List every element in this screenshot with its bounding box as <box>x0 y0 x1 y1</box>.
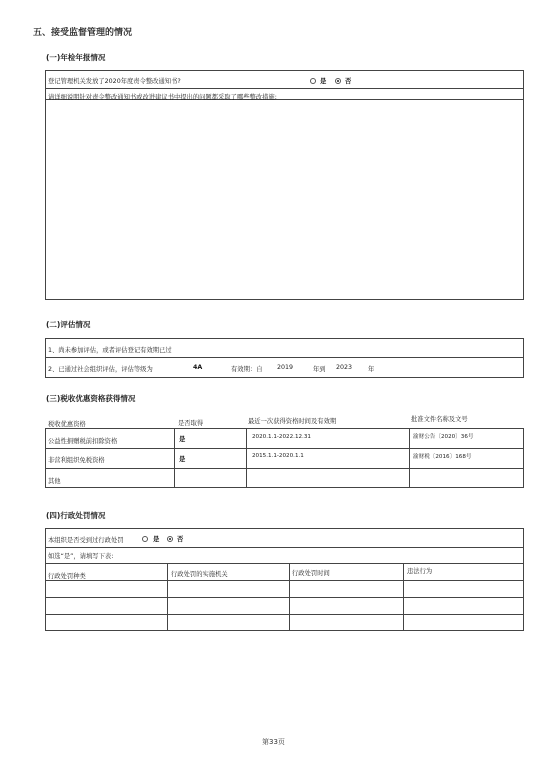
eval-heading: (二)评估情况 <box>46 320 91 329</box>
penalty-yes-radio[interactable] <box>142 536 148 542</box>
eval-grade: 4A <box>193 364 203 371</box>
penalty-row-divider <box>45 547 524 548</box>
annual-measures-label: 请详细说明针对责令整改通知书或改进建议书中提出的问题都采取了哪些整改措施: <box>48 94 277 101</box>
section-title: 五、接受监督管理的情况 <box>33 28 133 38</box>
tax-col-header: 税收优惠资格 <box>48 421 86 428</box>
tax-cell: 2020.1.1-2022.12.31 <box>252 434 311 440</box>
annual-heading: (一)年检年报情况 <box>46 53 106 62</box>
eval-valid-label: 有效期：自 <box>231 366 263 373</box>
penalty-row-divider-3 <box>45 580 524 581</box>
eval-year-from: 2019 <box>277 364 294 371</box>
eval-row-divider <box>45 357 524 358</box>
eval-row1: 1、尚未参加评估，或者评估登记有效期已过 <box>48 347 172 354</box>
tax-col-divider <box>174 428 175 488</box>
page-number: 第33页 <box>262 738 285 746</box>
tax-col-header: 批准文件名称及文号 <box>411 416 468 423</box>
penalty-col-header: 行政处罚的实施机关 <box>171 571 228 578</box>
penalty-row-divider-5 <box>45 614 524 615</box>
tax-row-divider-2 <box>45 468 524 469</box>
annual-no-radio[interactable] <box>335 78 341 84</box>
annual-yes-radio[interactable] <box>310 78 316 84</box>
tax-cell: 其他 <box>48 478 61 485</box>
penalty-col-header: 行政处罚时间 <box>292 570 330 577</box>
penalty-row-divider-2 <box>45 563 524 564</box>
penalty-col-divider-2 <box>289 563 290 631</box>
annual-question: 登记管理机关发放了2020年度责令整改通知书? <box>48 78 181 85</box>
penalty-question: 本组织是否受到过行政处罚 <box>48 537 124 544</box>
tax-row-divider <box>45 448 524 449</box>
eval-year-suffix: 年 <box>368 366 375 373</box>
annual-no-label: 否 <box>345 78 352 85</box>
tax-cell: 非营利组织免税资格 <box>48 457 105 464</box>
penalty-no-radio[interactable] <box>167 536 173 542</box>
penalty-heading: (四)行政处罚情况 <box>46 511 106 520</box>
eval-year-to: 2023 <box>336 364 353 371</box>
tax-cell: 公益性捐赠税前扣除资格 <box>48 438 118 445</box>
penalty-col-divider-3 <box>403 563 404 631</box>
eval-year-to-label: 年到 <box>313 366 326 373</box>
penalty-yes-label: 是 <box>153 536 160 543</box>
tax-col-divider-2 <box>246 428 247 488</box>
penalty-col-header: 违法行为 <box>407 568 433 575</box>
penalty-no-label: 否 <box>177 536 184 543</box>
penalty-col-divider <box>167 563 168 631</box>
tax-cell: 2015.1.1-2020.1.1 <box>252 453 304 459</box>
tax-cell: 渝财公告〔2020〕36号 <box>413 434 474 440</box>
tax-col-divider-3 <box>409 428 410 488</box>
penalty-note: 如选“是”，请填写下表: <box>48 553 114 560</box>
tax-col-header: 最近一次获得资格时间及有效期 <box>248 418 337 425</box>
tax-cell: 是 <box>179 436 186 443</box>
eval-row2-prefix: 2、已通过社会组织评估，评估等级为 <box>48 366 153 373</box>
tax-cell: 是 <box>179 456 186 463</box>
tax-col-header: 是否取得 <box>178 420 204 427</box>
annual-box <box>45 70 524 300</box>
tax-heading: (三)税收优惠资格获得情况 <box>46 394 136 403</box>
penalty-col-header: 行政处罚种类 <box>48 573 86 580</box>
tax-cell: 渝财税〔2016〕168号 <box>413 454 472 460</box>
penalty-row-divider-4 <box>45 597 524 598</box>
annual-yes-label: 是 <box>320 78 327 85</box>
annual-row-divider <box>45 88 524 89</box>
